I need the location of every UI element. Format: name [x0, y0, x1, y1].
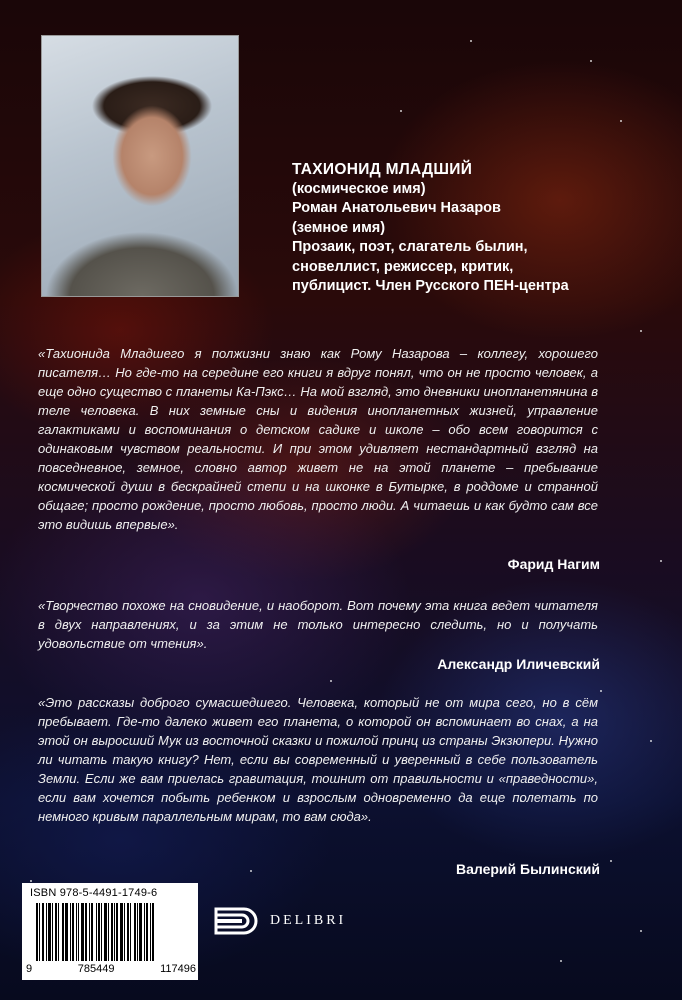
author-line: публицист. Член Русского ПЕН-центра	[292, 278, 569, 294]
author-line: (космическое имя)	[292, 180, 426, 197]
author-line: (земное имя)	[292, 219, 386, 236]
quote-text: «Это рассказы доброго сумасшедшего. Человека, который не от мира сего, но в сём пребывает. Где-то далеко живет его планета, о которой он вспоминает во снах, а на этой он выросший Мук из восточной сказки и пожилой принц из страны Экзюпери. Нужно ли читать такую книгу? Нет, если вы современный и уверенный в себе пользователь Земли. Если же вам приелась гравитация, тошнит от правильности и «праведности», если вам хочется побыть ребенком и взрослым одновременно да еще полетать по немного кривым параллельным мирам, то вам сюда».	[38, 695, 598, 824]
isbn-number: ISBN 978-5-4491-1749-6	[30, 887, 158, 899]
author-line: Роман Анатольевич Назаров	[292, 200, 501, 216]
quote-author: Валерий Былинский	[455, 861, 600, 877]
quote-text: «Тахионида Младшего я полжизни знаю как Рому Назарова – коллегу, хорошего писателя… Но где-то на середине его книги я вдруг понял, что он не просто человек, а еще одно существо с планеты Ка-Пэкс… На мой взгляд, это дневники инопланетянина в теле человека. В них земные сны и видения инопланетных жизней, управление галактиками и воспоминания о детском садике и школе – обо всем говорится с одинаковым чувством реальности. И при этом удивляет нестандартный взгляд на повседневное, земное, словно автор живет не на этой планете – пребывание космической души в бескрайней степи и на шконке в Бутырке, в роддоме и странной общаге; просто рождение, просто любовь, просто люди. А читаешь и как будто сам все это видишь впервые».	[38, 346, 598, 532]
author-name: ТАХИОНИД МЛАДШИЙ	[292, 161, 473, 178]
author-photo	[41, 35, 239, 297]
barcode-digit-group: 785449	[77, 963, 115, 975]
publisher-logo	[214, 905, 346, 937]
barcode-bars	[36, 903, 188, 961]
barcode-digit-group: 9	[26, 963, 33, 975]
barcode-digit-group: 117496	[160, 963, 196, 975]
author-info	[292, 160, 622, 297]
quote-author: Александр Иличевский	[437, 656, 600, 672]
barcode	[22, 883, 198, 980]
author-line: Прозаик, поэт, слагатель былин,	[292, 239, 528, 255]
quote-text: «Творчество похоже на сновидение, и наоборот. Вот почему эта книга ведет читателя в двух направлениях, и за этим не только интересно следить, но и получать удовольствие от чтения».	[38, 598, 598, 651]
publisher-mark-icon	[214, 905, 260, 937]
publisher-name: DELIBRI	[270, 913, 347, 928]
author-line: сновеллист, режиссер, критик,	[292, 258, 514, 275]
barcode-digits	[26, 963, 196, 975]
quote-author: Фарид Нагим	[507, 556, 600, 572]
